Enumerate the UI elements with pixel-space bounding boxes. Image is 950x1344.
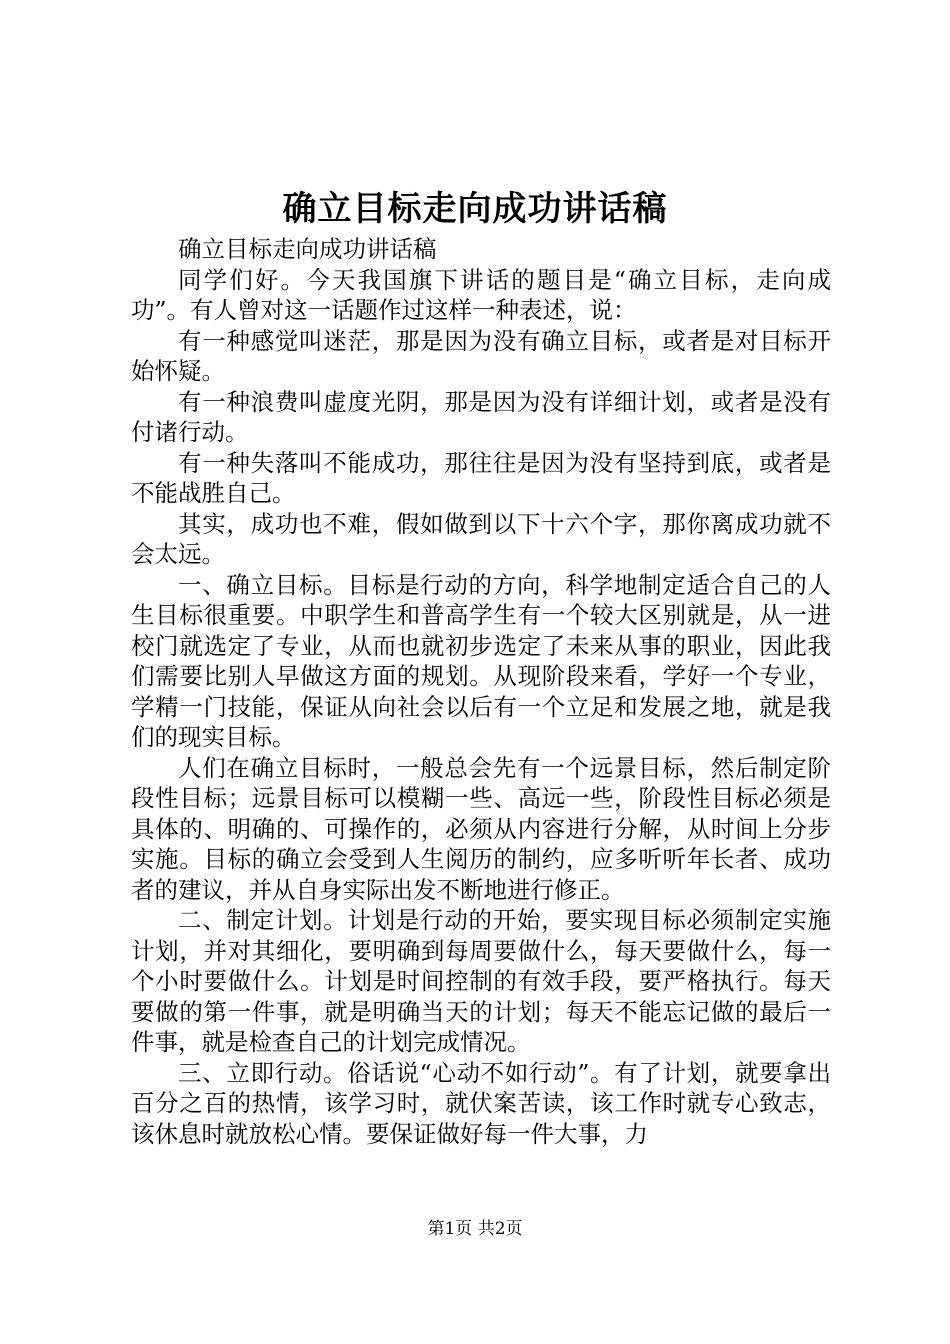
paragraph: 三、立即行动。俗话说“心动不如行动”。有了计划，就要拿出百分之百的热情，该学习时，就伏案苦读，该工作时就专心致志，该休息时就放松心情。要保证做好每一件大事，力 [131,1058,831,1148]
document-body [131,234,831,1149]
paragraph: 一、确立目标。目标是行动的方向，科学地制定适合自己的人生目标很重要。中职学生和普高学生有一个较大区别就是，从一进校门就选定了专业，从而也就初步选定了未来从事的职业，因此我们需要比别人早做这方面的规划。从现阶段来看，学好一个专业，学精一门技能，保证从向社会以后有一个立足和发展之地，就是我们的现实目标。 [131,570,831,751]
paragraph: 有一种感觉叫迷茫，那是因为没有确立目标，或者是对目标开始怀疑。 [131,326,831,385]
paragraph: 有一种浪费叫虚度光阴，那是因为没有详细计划，或者是没有付诸行动。 [131,387,831,446]
document-title: 确立目标走向成功讲话稿 [282,189,668,229]
paragraph: 二、制定计划。计划是行动的开始，要实现目标必须制定实施计划，并对其细化，要明确到每周要做什么，每天要做什么，每一个小时要做什么。计划是时间控制的有效手段，要严格执行。每天要做的第一件事，就是明确当天的计划；每天不能忘记做的最后一件事，就是检查自己的计划完成情况。 [131,906,831,1056]
paragraph: 人们在确立目标时，一般总会先有一个远景目标，然后制定阶段性目标；远景目标可以模糊一些、高远一些，阶段性目标必须是具体的、明确的、可操作的，必须从内容进行分解，从时间上分步实施。目标的确立会受到人生阅历的制约，应多听听年长者、成功者的建议，并从自身实际出发不断地进行修正。 [131,753,831,904]
paragraph: 同学们好。今天我国旗下讲话的题目是“确立目标，走向成功”。有人曾对这一话题作过这样一种表述，说： [131,265,831,324]
paragraph: 确立目标走向成功讲话稿 [178,235,437,263]
paragraph: 有一种失落叫不能成功，那往往是因为没有坚持到底，或者是不能战胜自己。 [131,448,831,507]
page-footer: 第1页 共2页 [427,1219,523,1239]
paragraph: 其实，成功也不难，假如做到以下十六个字，那你离成功就不会太远。 [131,509,831,568]
